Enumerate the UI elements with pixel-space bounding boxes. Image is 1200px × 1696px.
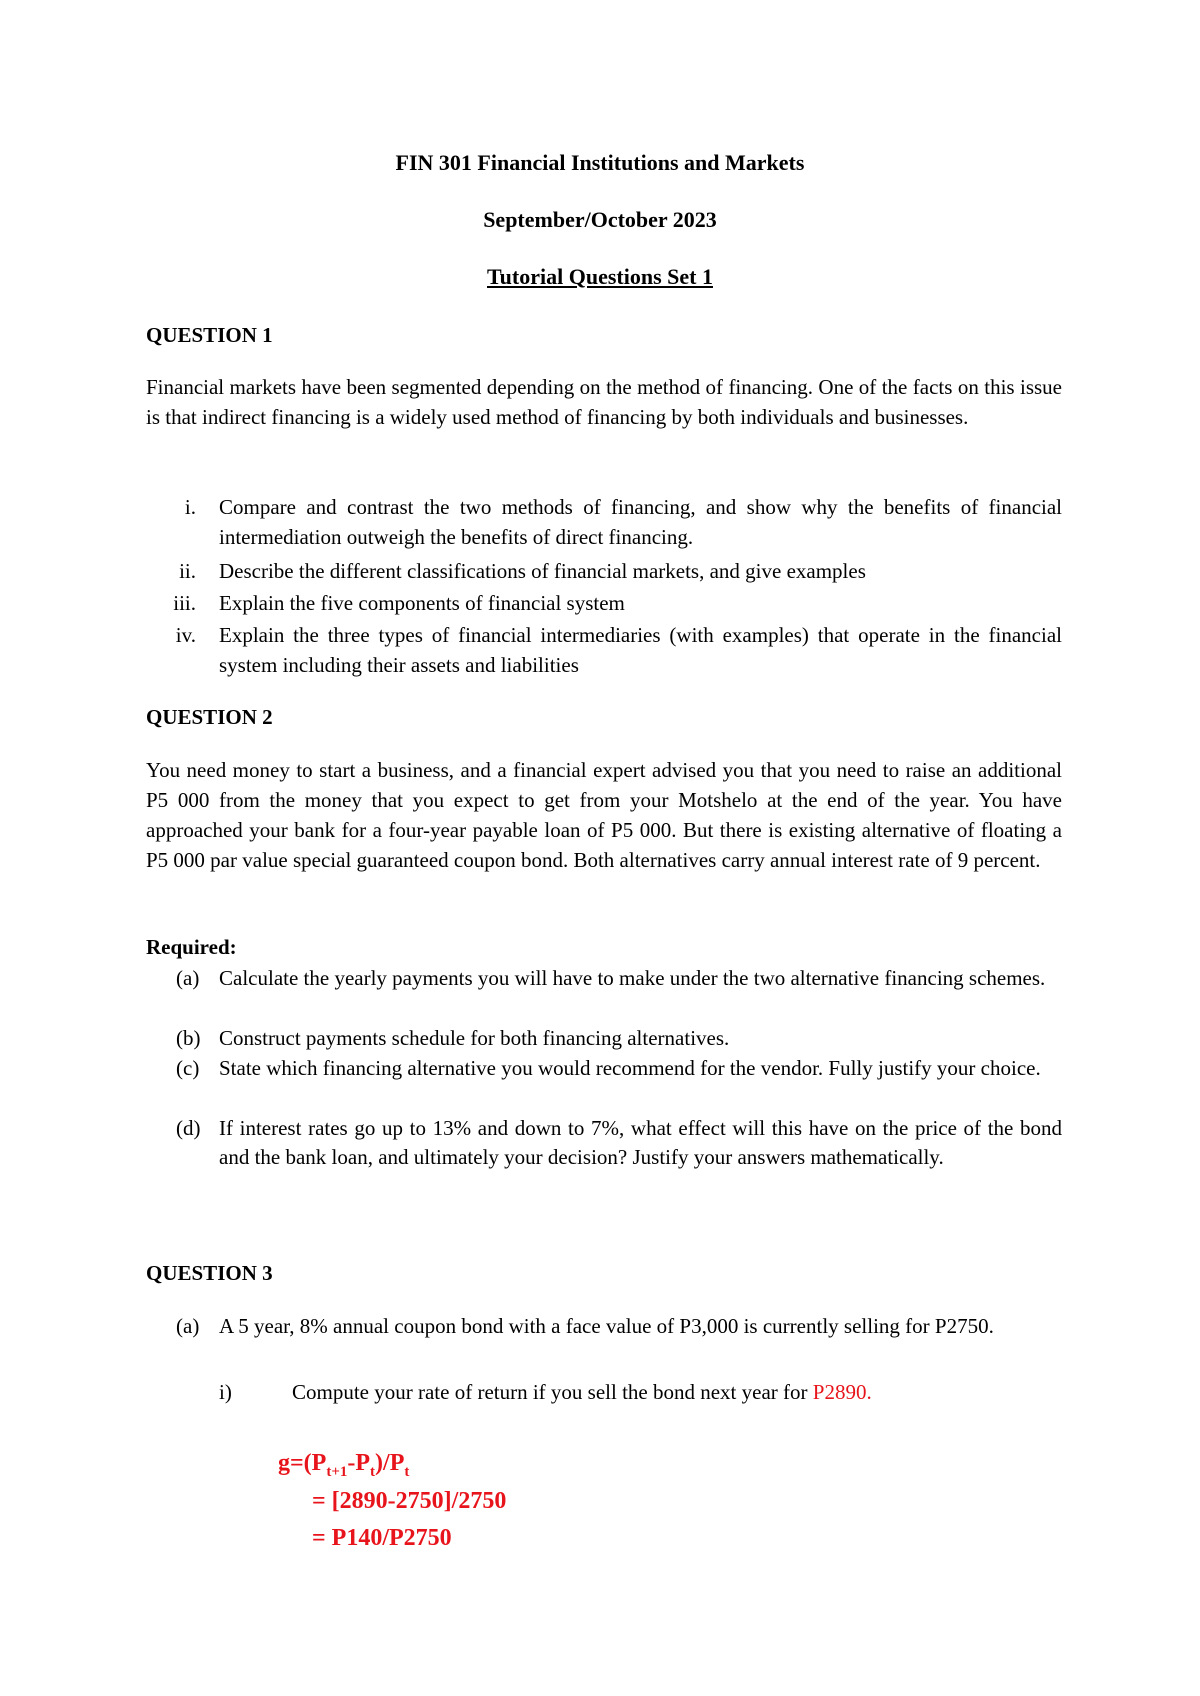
formula-sub-t-denom: t <box>404 1463 410 1480</box>
formula-line-2: = [2890-2750]/2750 <box>312 1488 507 1514</box>
part-text: Construct payments schedule for both financing alternatives. <box>219 1026 730 1050</box>
item-text: Describe the different classifications of financial markets, and give examples <box>219 559 866 583</box>
formula-sub-t: t <box>370 1463 376 1480</box>
item-text: Compare and contrast the two methods of financing, and show why the benefits of financial intermediation outweigh the benefits of direct financing. <box>219 495 1062 549</box>
part-text: State which financing alternative you would recommend for the vendor. Fully justify your choice. <box>219 1056 1041 1080</box>
required-label: Required: <box>146 935 237 959</box>
formula-sub-t-plus-1: t+1 <box>326 1463 348 1480</box>
item-text: Explain the three types of financial intermediaries (with examples) that operate in the financial system including their assets and liabilities <box>219 623 1062 677</box>
question-2-heading: QUESTION 2 <box>146 705 273 729</box>
course-title: FIN 301 Financial Institutions and Markets <box>395 150 805 175</box>
question-3-sub-i-label: i) <box>219 1380 232 1404</box>
item-number: iv. <box>175 623 196 647</box>
sub-i-text: Compute your rate of return if you sell the bond next year for <box>292 1380 813 1404</box>
question-1-heading: QUESTION 1 <box>146 323 273 347</box>
question-3-sub-i <box>292 1377 1052 1407</box>
item-text: Explain the five components of financial system <box>219 591 625 615</box>
tutorial-set-title-text: Tutorial Questions Set 1 <box>487 264 713 289</box>
question-2-intro: You need money to start a business, and a financial expert advised you that you need to raise an additional P5 000 from the money that you expect to get from your Motshelo at the end of the year. You have approached your bank for a four-year payable loan of P5 000. But there is existing alternative of floating a P5 000 par value special guaranteed coupon bond. Both alternatives carry annual interest rate of 9 percent. <box>146 758 1062 872</box>
tutorial-set-title <box>0 264 1200 290</box>
item-number: iii. <box>173 591 196 615</box>
formula-line-1 <box>278 1450 409 1481</box>
question-1-intro: Financial markets have been segmented depending on the method of financing. One of the facts on this issue is that indirect financing is a widely used method of financing by both individuals and businesses. <box>146 375 1062 429</box>
part-text: Calculate the yearly payments you will have to make under the two alternative financing schemes. <box>219 966 1046 990</box>
part-label: (d) <box>176 1116 201 1140</box>
formula-minus-p: -P <box>347 1450 371 1476</box>
part-label: (a) <box>176 966 200 990</box>
question-3-heading: QUESTION 3 <box>146 1261 273 1285</box>
part-label: (c) <box>176 1056 200 1080</box>
part-label: (b) <box>176 1026 201 1050</box>
part-text: If interest rates go up to 13% and down to 7%, what effect will this have on the price of the bond and the bank loan, and ultimately your decision? Justify your answers mathematically. <box>219 1116 1062 1169</box>
formula-g-prefix: g=(P <box>278 1450 327 1476</box>
formula-close: )/P <box>375 1450 405 1476</box>
item-number: ii. <box>179 559 196 583</box>
formula-line-3: = P140/P2750 <box>312 1525 452 1551</box>
exam-date: September/October 2023 <box>483 207 717 232</box>
part-text: A 5 year, 8% annual coupon bond with a face value of P3,000 is currently selling for P2750. <box>219 1314 994 1338</box>
item-number: i. <box>184 495 196 519</box>
sale-price-highlight: P2890. <box>812 1380 872 1404</box>
part-label: (a) <box>176 1314 200 1338</box>
